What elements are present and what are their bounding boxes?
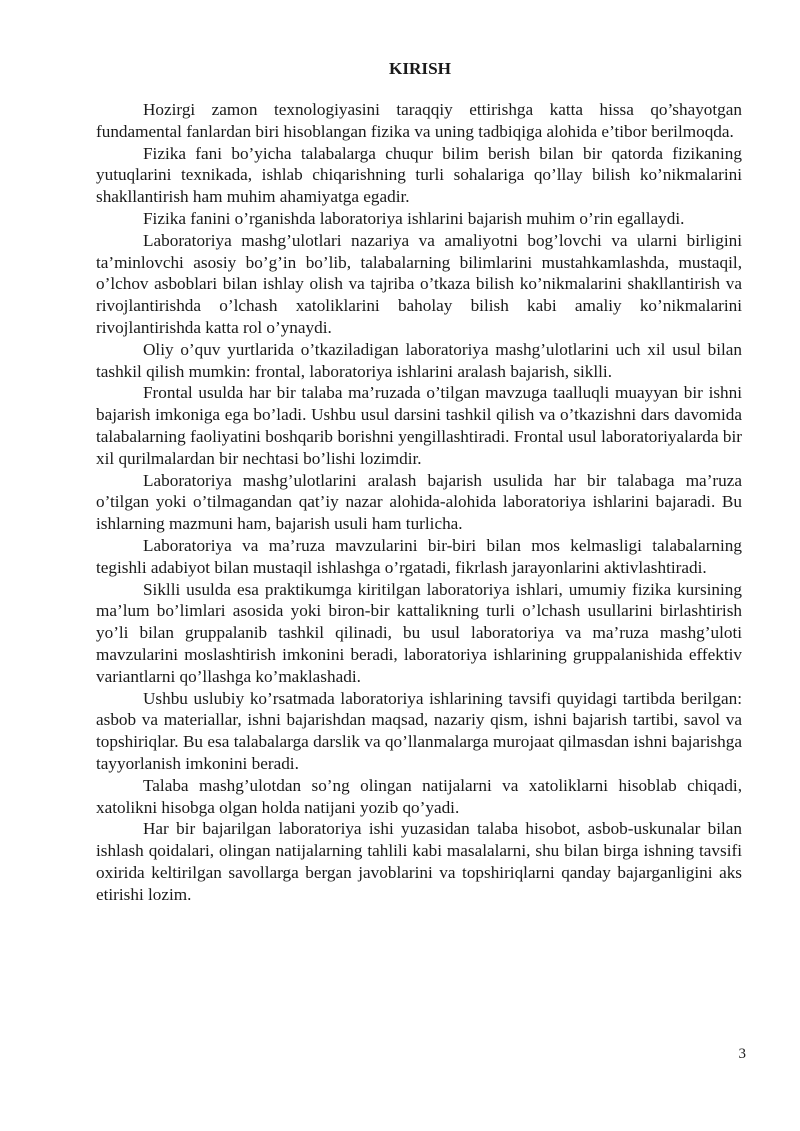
paragraph: Talaba mashg’ulotdan so’ng olingan natijalarni va xatoliklarni hisoblab chiqadi, xatolikni hisobga olgan holda natijani yozib qo’yadi. — [96, 775, 742, 817]
paragraph: Hozirgi zamon texnologiyasini taraqqiy ettirishga katta hissa qo’shayotgan fundamental fanlardan biri hisoblangan fizika va uning tadbiqiga alohida e’tibor berilmoqda. — [96, 100, 742, 141]
body-text — [96, 99, 742, 905]
paragraph: Har bir bajarilgan laboratoriya ishi yuzasidan talaba hisobot, asbob-uskunalar bilan ishlash qoidalari, olingan natijalarning tahlili kabi masalalarni, shu bilan birga ishning tavsifi oxirida keltirilgan savollarga bergan javoblarini va topshiriqlarni qanday bajarganligini aks etirishi lozim. — [96, 819, 742, 904]
paragraph: Ushbu uslubiy ko’rsatmada laboratoriya ishlarining tavsifi quyidagi tartibda berilgan: asbob va materiallar, ishni bajarishdan maqsad, nazariy qism, ishni bajarish tartibi, savol va topshiriqlar. Bu esa talabalarga darslik va qo’llanmalarga murojaat qilmasdan ishni bajarishga tayyorlanish imkonini beradi. — [96, 688, 742, 773]
paragraph: Laboratoriya mashg’ulotlarini aralash bajarish usulida har bir talabaga ma’ruza o’tilgan yoki o’tilmagandan qat’iy nazar alohida-alohida laboratoriya ishlarini bajaradi. Bu ishlarning mazmuni ham, bajarish usuli ham turlicha. — [96, 470, 742, 534]
paragraph: Laboratoriya mashg’ulotlari nazariya va amaliyotni bog’lovchi va ularni birligini ta’minlovchi asosiy bo’g’in bo’lib, talabalarning bilimlarini mustahkamlashda, mustaqil, o’lchov asboblari bilan ishlay olish va tajriba o’tkaza bilish ko’nikmalarini shakllantirish va rivojlantirishda o’lchash xatoliklarini baholay bilish kabi amaliy ko’nikmalarini rivojlantirishda katta rol o’ynaydi. — [96, 230, 742, 337]
page-number: 3 — [738, 1046, 746, 1062]
paragraph: Fizika fanini o’rganishda laboratoriya ishlarini bajarish muhim o’rin egallaydi. — [143, 208, 685, 228]
paragraph: Frontal usulda har bir talaba ma’ruzada o’tilgan mavzuga taalluqli muayyan bir ishni bajarish imkoniga ega bo’ladi. Ushbu usul darsini tashkil qilish va o’tkazishni dars davomida talabalarning faoliyatini boshqarib borishni yengillashtiradi. Frontal usul laboratoriyalarda bir xil qurilmalardan bir nechtasi bo’lishi lozimdir. — [96, 383, 742, 468]
paragraph: Siklli usulda esa praktikumga kiritilgan laboratoriya ishlari, umumiy fizika kursining ma’lum bo’limlari asosida yoki biron-bir kattalikning turli o’lchash usullarini birlashtirish yo’li bilan gruppalanib tashkil qilinadi, bu usul laboratoriya va ma’ruza mashg’uloti mavzularini moslashtirish imkonini beradi, laboratoriya ishlarining gruppalanishida effektiv variantlarni qo’llashga ko’maklashadi. — [96, 579, 742, 686]
paragraph: Fizika fani bo’yicha talabalarga chuqur bilim berish bilan bir qatorda fizikaning yutuqlarini texnikada, ishlab chiqarishning turli sohalariga qo’llay bilish ko’nikmalarini shakllantirish ham muhim ahamiyatga egadir. — [96, 143, 742, 207]
paragraph: Laboratoriya va ma’ruza mavzularini bir-biri bilan mos kelmasligi talabalarning tegishli adabiyot bilan mustaqil ishlashga o’rgatadi, fikrlash jarayonlarini aktivlashtiradi. — [96, 535, 742, 577]
page-title: KIRISH — [388, 59, 452, 78]
paragraph: Oliy o’quv yurtlarida o’tkaziladigan laboratoriya mashg’ulotlarini uch xil usul bilan tashkil qilish mumkin: frontal, laboratoriya ishlarini aralash bajarish, siklli. — [96, 339, 742, 381]
